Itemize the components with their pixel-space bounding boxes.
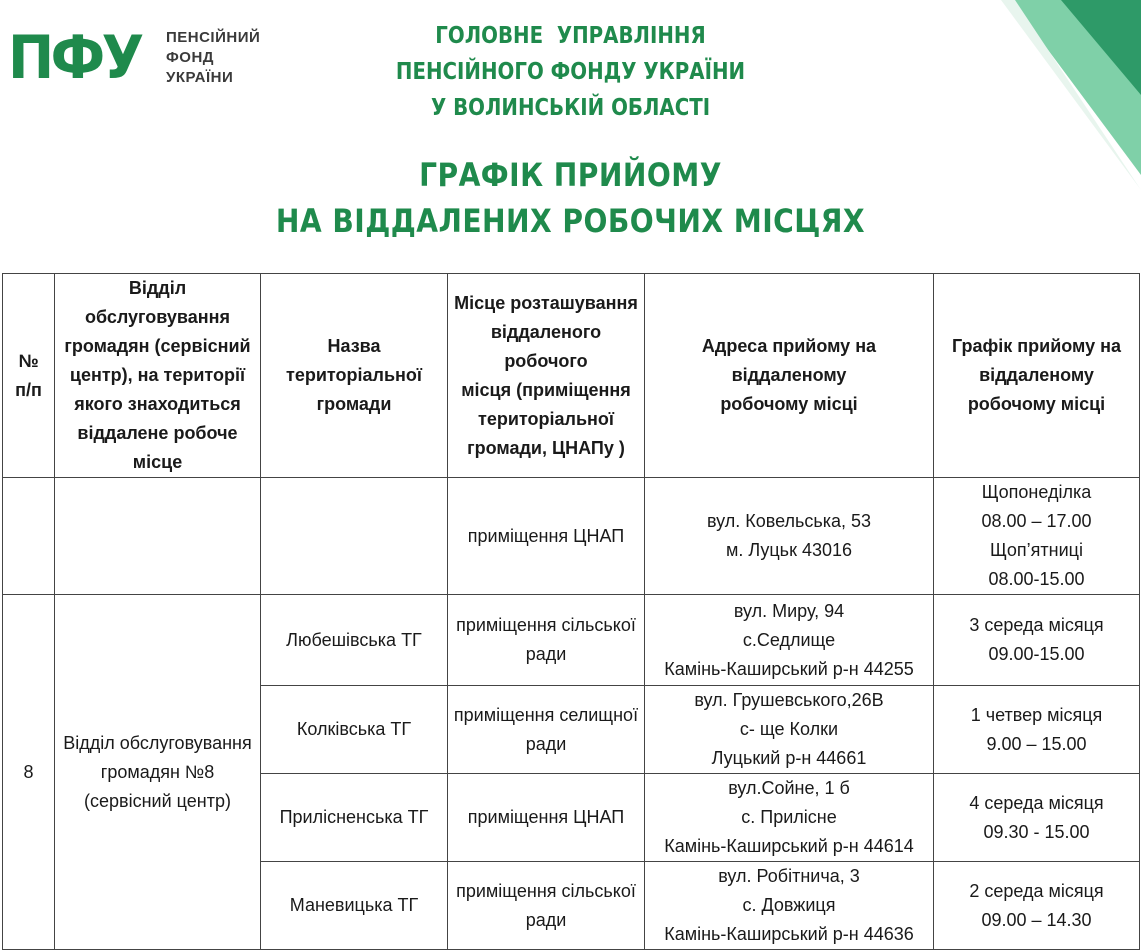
title-line: НА ВІДДАЛЕНИХ РОБОЧИХ МІСЦЯХ bbox=[275, 202, 866, 240]
cell-community: Колківська ТГ bbox=[261, 686, 448, 774]
cell-schedule bbox=[934, 774, 1140, 862]
cell-text-line: громади bbox=[316, 394, 392, 414]
cell-text-line: Камінь-Каширський р-н 44636 bbox=[664, 924, 914, 944]
cell-text-line: місця (приміщення bbox=[461, 379, 631, 400]
cell-department bbox=[55, 595, 261, 950]
cell-text-line: Адреса прийому на віддаленому bbox=[701, 336, 877, 385]
logo-text-line: УКРАЇНИ bbox=[165, 69, 234, 86]
cell-text-line: приміщення сільської bbox=[456, 615, 636, 635]
cell-text-line: Назва bbox=[327, 336, 381, 356]
cell-address bbox=[645, 595, 934, 686]
header-address bbox=[645, 274, 934, 478]
page-title bbox=[68, 152, 1072, 244]
table-row bbox=[3, 478, 1140, 595]
cell-text-line: вул. Миру, 94 bbox=[733, 600, 845, 621]
cell-text-line: вул. Ковельська, 53 bbox=[706, 511, 872, 531]
header-schedule bbox=[934, 274, 1140, 478]
cell-schedule bbox=[934, 595, 1140, 686]
cell-text-line: 08.00-15.00 bbox=[988, 569, 1085, 589]
organization-line: У ВОЛИНСЬКІЙ ОБЛАСТІ bbox=[430, 95, 711, 121]
cell-text-line: робочому місці bbox=[967, 394, 1106, 414]
cell-text-line: приміщення ЦНАП bbox=[467, 807, 625, 827]
cell-text-line: 3 середа місяця bbox=[969, 615, 1104, 635]
cell-text-line: центр), на території bbox=[69, 365, 246, 385]
cell-text-line: робочому місці bbox=[720, 394, 858, 414]
schedule-table bbox=[2, 273, 1140, 950]
cell-schedule bbox=[934, 862, 1140, 950]
logo-abbreviation: ПФУ bbox=[8, 23, 141, 93]
cell-text-line: місце bbox=[132, 452, 183, 472]
cell-text-line: Відділ обслуговування bbox=[84, 278, 231, 327]
cell-text-line: приміщення селищної bbox=[453, 704, 639, 725]
cell-community: Прилісненська ТГ bbox=[261, 774, 448, 862]
cell-text-line: 09.00-15.00 bbox=[988, 644, 1085, 664]
cell-text-line: приміщення сільської bbox=[456, 880, 636, 901]
cell-location bbox=[448, 862, 645, 950]
cell-num: 8 bbox=[3, 595, 55, 950]
cell-schedule bbox=[934, 478, 1140, 595]
header-department bbox=[55, 274, 261, 478]
cell-location bbox=[448, 686, 645, 774]
cell-text-line: м. Луцьк 43016 bbox=[725, 540, 852, 560]
cell-text-line: (сервісний центр) bbox=[84, 790, 231, 811]
cell-department bbox=[55, 478, 261, 595]
header-location bbox=[448, 274, 645, 478]
cell-text-line: № bbox=[18, 350, 39, 371]
cell-address bbox=[645, 862, 934, 950]
table-header-row bbox=[3, 274, 1140, 478]
cell-text-line: віддалене робоче bbox=[77, 423, 238, 443]
organization-heading bbox=[80, 18, 1061, 126]
cell-address bbox=[645, 774, 934, 862]
cell-num bbox=[3, 478, 55, 595]
cell-text-line: громади, ЦНАПу ) bbox=[467, 437, 625, 458]
cell-text-line: Графік прийому на bbox=[951, 336, 1121, 356]
cell-schedule bbox=[934, 686, 1140, 774]
cell-text-line: 1 четвер місяця bbox=[970, 704, 1103, 725]
cell-community bbox=[261, 478, 448, 595]
cell-text-line: Камінь-Каширський р-н 44614 bbox=[664, 836, 914, 856]
table-row bbox=[3, 595, 1140, 686]
cell-text-line: ради bbox=[525, 644, 567, 664]
cell-text-line: вул.Сойне, 1 б bbox=[728, 778, 850, 798]
cell-text-line: територіальної bbox=[286, 365, 422, 385]
cell-text-line: Луцький р-н 44661 bbox=[711, 748, 867, 768]
cell-text-line: Камінь-Каширський р-н 44255 bbox=[664, 658, 914, 679]
cell-text-line: Щопонеділка bbox=[981, 482, 1092, 502]
cell-text-line: громадян №8 bbox=[100, 761, 215, 782]
cell-text-line: п/п bbox=[15, 379, 42, 400]
cell-text-line: 2 середа місяця bbox=[969, 880, 1104, 901]
title-line: ГРАФІК ПРИЙОМУ bbox=[419, 156, 722, 194]
cell-text-line: 09.00 – 14.30 bbox=[981, 909, 1092, 930]
cell-text-line: 09.30 - 15.00 bbox=[983, 821, 1090, 842]
logo-text-line: ПЕНСІЙНИЙ bbox=[165, 29, 261, 46]
cell-text-line: Щоп’ятниці bbox=[990, 540, 1083, 560]
cell-location bbox=[448, 774, 645, 862]
cell-text-line: с. Прилісне bbox=[741, 807, 837, 827]
cell-text-line: с. Довжиця bbox=[742, 895, 836, 915]
cell-address bbox=[645, 478, 934, 595]
cell-text-line: 9.00 – 15.00 bbox=[986, 733, 1087, 754]
cell-text-line: якого знаходиться bbox=[74, 394, 241, 414]
cell-text-line: 08.00 – 17.00 bbox=[981, 511, 1092, 531]
cell-address bbox=[645, 686, 934, 774]
cell-text-line: Відділ обслуговування bbox=[63, 732, 252, 753]
cell-location: приміщення ЦНАП bbox=[448, 478, 645, 595]
header-num bbox=[3, 274, 55, 478]
cell-text-line: Місце розташування bbox=[454, 292, 638, 313]
cell-text-line: вул. Грушевського,26В bbox=[694, 690, 884, 710]
cell-community: Любешівська ТГ bbox=[261, 595, 448, 686]
cell-text-line: ради bbox=[525, 909, 567, 930]
cell-text-line: громадян (сервісний bbox=[64, 336, 251, 356]
organization-line: ГОЛОВНЕ УПРАВЛІННЯ bbox=[435, 23, 706, 49]
cell-location bbox=[448, 595, 645, 686]
header-community bbox=[261, 274, 448, 478]
cell-text-line: територіальної bbox=[478, 408, 614, 429]
cell-text-line: с- ще Колки bbox=[739, 719, 839, 739]
cell-text-line: ради bbox=[525, 733, 567, 754]
cell-text-line: с.Седлище bbox=[742, 629, 836, 650]
cell-text-line: віддаленого робочого bbox=[490, 321, 602, 371]
cell-text-line: вул. Робітнича, 3 bbox=[718, 866, 860, 886]
cell-text-line: 4 середа місяця bbox=[969, 792, 1104, 813]
organization-line: ПЕНСІЙНОГО ФОНДУ УКРАЇНИ bbox=[395, 59, 746, 85]
cell-text-line: віддаленому bbox=[979, 365, 1094, 385]
cell-community: Маневицька ТГ bbox=[261, 862, 448, 950]
logo-text-line: ФОНД bbox=[165, 49, 214, 66]
